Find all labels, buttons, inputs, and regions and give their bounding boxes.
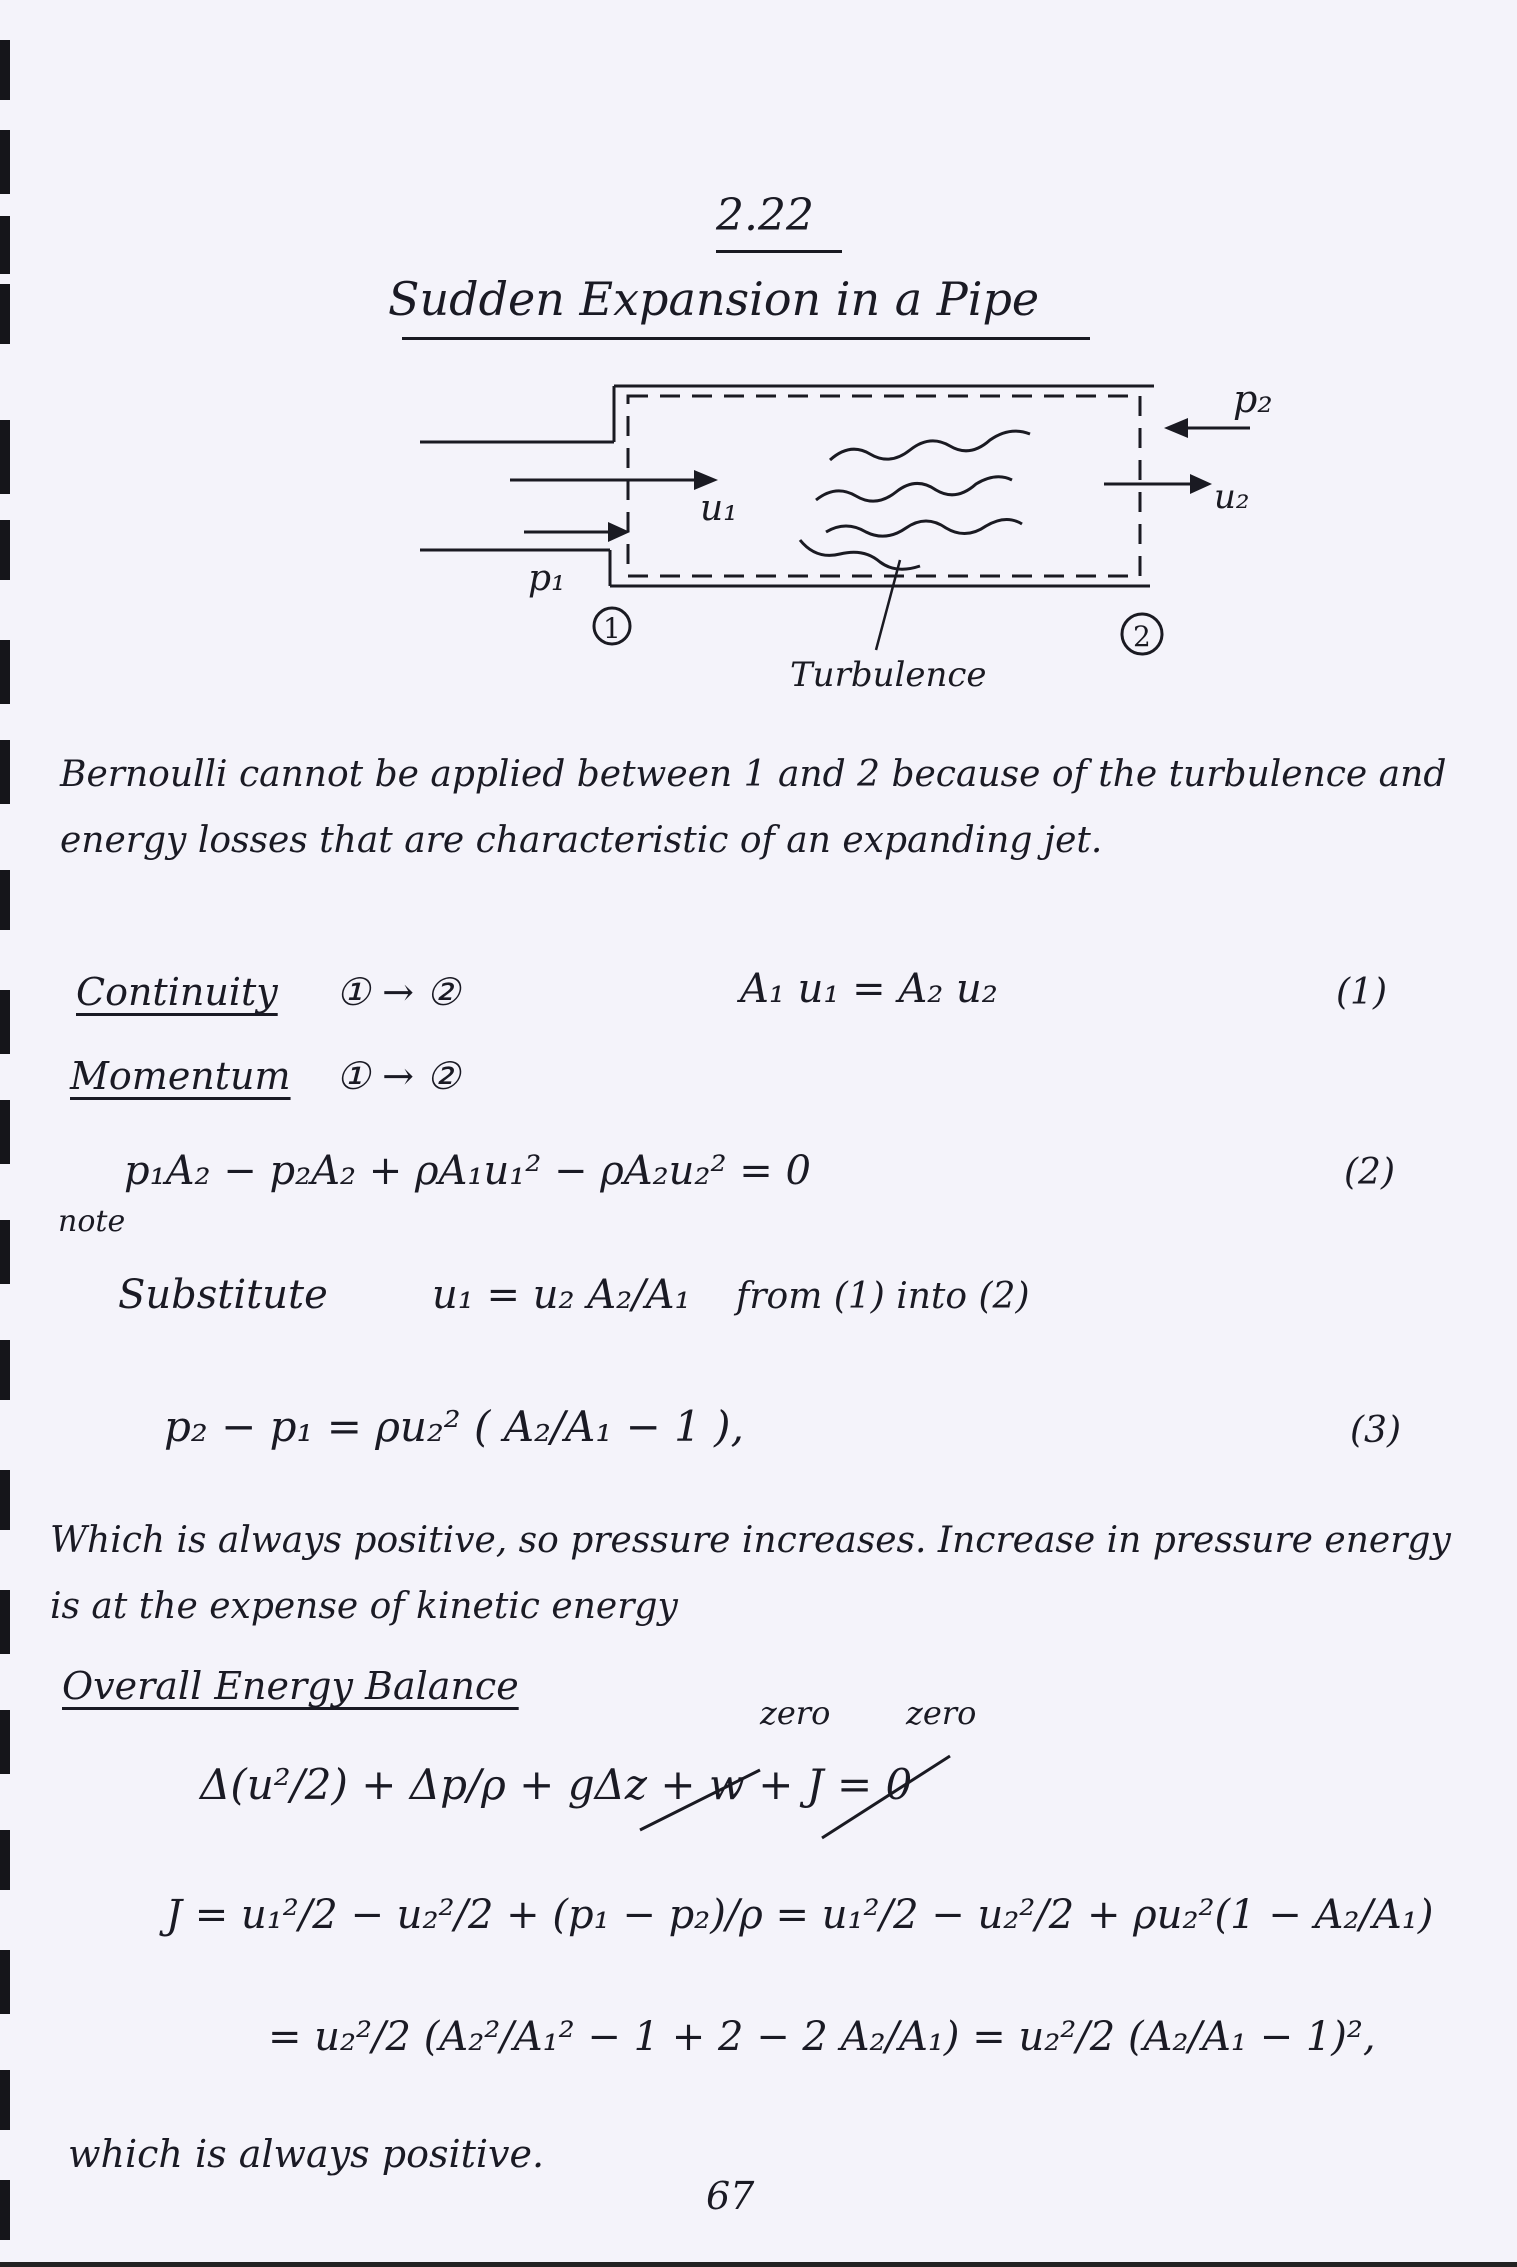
substitute-equation: u₁ = u₂ A₂/A₁ — [432, 1272, 691, 1318]
zero-annotation-2: zero — [906, 1694, 977, 1732]
note-label: note — [58, 1204, 126, 1239]
u1-label: u₁ — [700, 488, 738, 529]
positive-paragraph: Which is always positive, so pressure increases. Increase in pressure energy is at the expense of kinetic energy — [50, 1520, 1451, 1627]
pressure-equation-number: (3) — [1350, 1410, 1401, 1451]
u2-label: u₂ — [1214, 477, 1250, 517]
continuity-label: Continuity — [76, 970, 278, 1014]
momentum-equation-number: (2) — [1344, 1152, 1395, 1193]
loss-equation-2: = u₂²/2 (A₂²/A₁² − 1 + 2 − 2 A₂/A₁) = u₂²/2 (A₂/A₁ − 1)², — [268, 2014, 1376, 2060]
continuity-equation: A₁ u₁ = A₂ u₂ — [740, 966, 998, 1012]
scan-bottom-edge — [0, 2262, 1517, 2267]
station-2-label: 2 — [1133, 620, 1151, 653]
energy-balance-label: Overall Energy Balance — [62, 1664, 519, 1708]
momentum-label: Momentum — [70, 1054, 291, 1098]
intro-paragraph: Bernoulli cannot be applied between 1 and 2 because of the turbulence and energy losses that are characteristic of an expanding jet. — [60, 754, 1447, 861]
continuity-equation-number: (1) — [1336, 972, 1387, 1013]
closing-statement: which is always positive. — [68, 2132, 545, 2176]
substitute-tail: from (1) into (2) — [736, 1276, 1030, 1317]
page-title: Sudden Expansion in a Pipe — [388, 272, 1040, 326]
section-number: 2.22 — [716, 190, 814, 241]
continuity-path: ① → ② — [336, 970, 461, 1014]
turbulence-label: Turbulence — [790, 655, 987, 695]
momentum-path: ① → ② — [336, 1054, 461, 1098]
momentum-equation: p₁A₂ − p₂A₂ + ρA₁u₁² − ρA₂u₂² = 0 — [124, 1148, 811, 1194]
energy-balance-equation: Δ(u²/2) + Δp/ρ + gΔz + w + J = 0 — [200, 1760, 913, 1809]
station-1-label: 1 — [603, 612, 621, 645]
p2-label: p₂ — [1233, 377, 1273, 421]
pressure-rise-equation: p₂ − p₁ = ρu₂² ( A₂/A₁ − 1 ), — [164, 1402, 744, 1451]
loss-equation-1: J = u₁²/2 − u₂²/2 + (p₁ − p₂)/ρ = u₁²/2 − u₂²/2 + ρu₂²(1 − A₂/A₁) — [166, 1892, 1434, 1938]
zero-annotation-1: zero — [760, 1694, 831, 1732]
page-number: 67 — [706, 2174, 755, 2218]
substitute-label: Substitute — [118, 1272, 328, 1318]
p1-label: p₁ — [528, 558, 566, 599]
